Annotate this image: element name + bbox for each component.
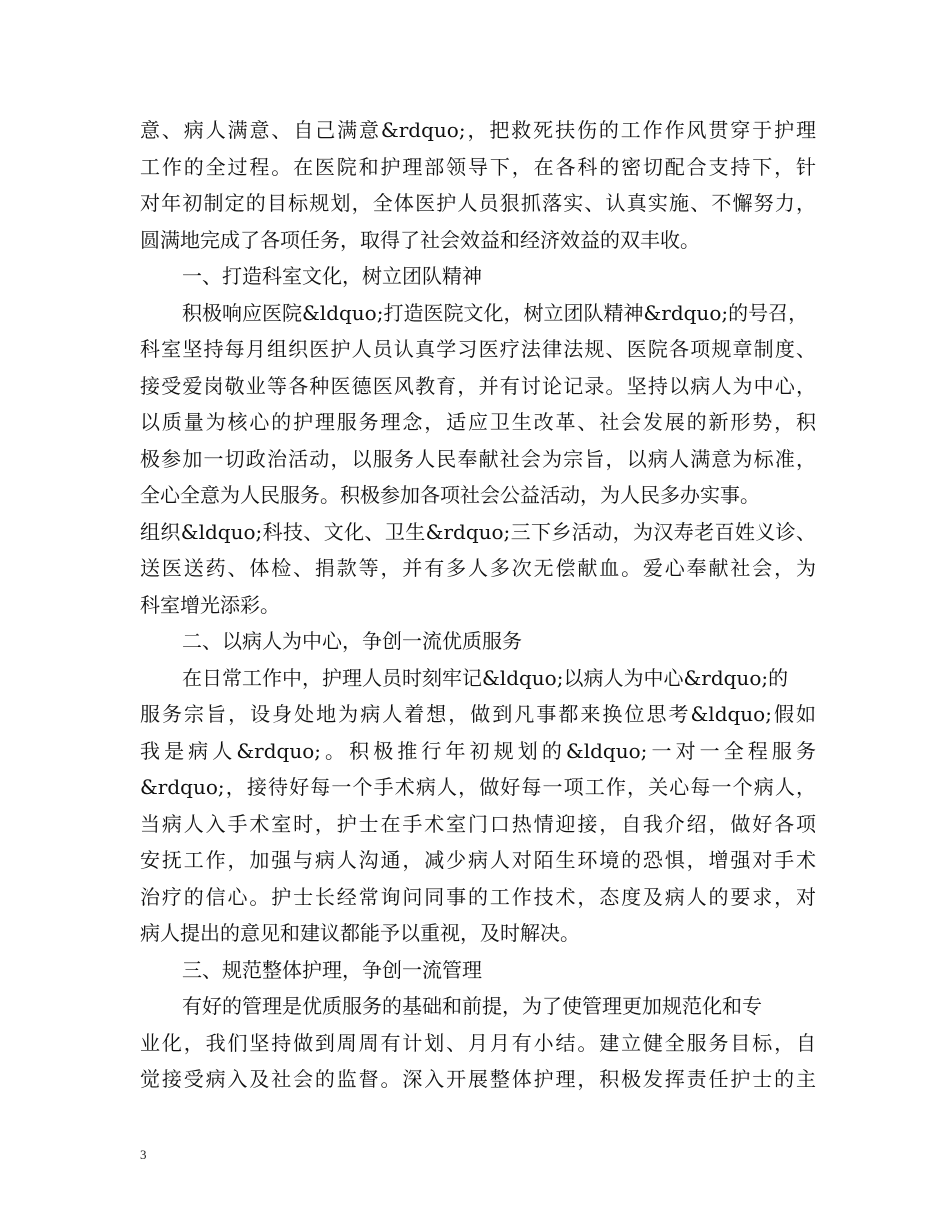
paragraph-line: 安抚工作，加强与病人沟通，减少病人对陌生环境的恐惧，增强对手术 [140,848,816,872]
paragraph-line: 觉接受病入及社会的监督。深入开展整体护理，积极发挥责任护士的主 [140,1067,816,1091]
paragraph-line: 病人提出的意见和建议都能予以重视，及时解决。 [140,921,580,945]
paragraph-line: 工作的全过程。在医院和护理部领导下，在各科的密切配合支持下，针 [140,154,816,179]
paragraph-line: 服务宗旨，设身处地为病人着想，做到凡事都来换位思考&ldquo;假如 [140,702,816,726]
paragraph-line: 全心全意为人民服务。积极参加各项社会公益活动，为人民多办实事。 [140,483,760,507]
paragraph-line: 组织&ldquo;科技、文化、卫生&rdquo;三下乡活动，为汉寿老百姓义诊、 [140,519,816,544]
document-body [140,112,816,1098]
paragraph-line: 送医送药、体检、捐款等，并有多人多次无偿献血。爱心奉献社会，为 [140,556,816,580]
page-number: 3 [140,1147,147,1162]
paragraph-line: &rdquo;，接待好每一个手术病人，做好每一项工作，关心每一个病人， [140,775,816,799]
paragraph-line: 对年初制定的目标规划，全体医护人员狠抓落实、认真实施、不懈努力， [140,191,816,215]
paragraph-line: 科室坚持每月组织医护人员认真学习医疗法律法规、医院各项规章制度、 [140,337,816,361]
section-heading: 一、打造科室文化，树立团队精神 [182,264,482,288]
paragraph-line: 有好的管理是优质服务的基础和前提，为了使管理更加规范化和专 [182,994,762,1018]
paragraph-line: 业化，我们坚持做到周周有计划、月月有小结。建立健全服务目标，自 [140,1030,816,1055]
section-heading: 三、规范整体护理，争创一流管理 [182,957,482,982]
paragraph-line: 我是病人&rdquo;。积极推行年初规划的&ldquo;一对一全程服务 [140,738,816,763]
paragraph-line: 极参加一切政治活动，以服务人民奉献社会为宗旨，以病人满意为标准， [140,446,816,471]
paragraph-line: 接受爱岗敬业等各种医德医风教育，并有讨论记录。坚持以病人为中心， [140,373,816,398]
paragraph-line: 科室增光添彩。 [140,592,280,617]
paragraph-line: 圆满地完成了各项任务，取得了社会效益和经济效益的双丰收。 [140,227,700,252]
paragraph-line: 在日常工作中，护理人员时刻牢记&ldquo;以病人为中心&rdquo;的 [182,665,789,690]
paragraph-line: 当病人入手术室时，护士在手术室门口热情迎接，自我介绍，做好各项 [140,811,816,836]
paragraph-line: 积极响应医院&ldquo;打造医院文化，树立团队精神&rdquo;的号召， [182,300,809,325]
paragraph-line: 治疗的信心。护士长经常询问同事的工作技术，态度及病人的要求，对 [140,884,816,909]
paragraph-line: 意、病人满意、自己满意&rdquo;，把救死扶伤的工作作风贯穿于护理 [140,118,816,142]
section-heading: 二、以病人为中心，争创一流优质服务 [182,629,522,653]
paragraph-line: 以质量为核心的护理服务理念，适应卫生改革、社会发展的新形势，积 [140,410,816,434]
